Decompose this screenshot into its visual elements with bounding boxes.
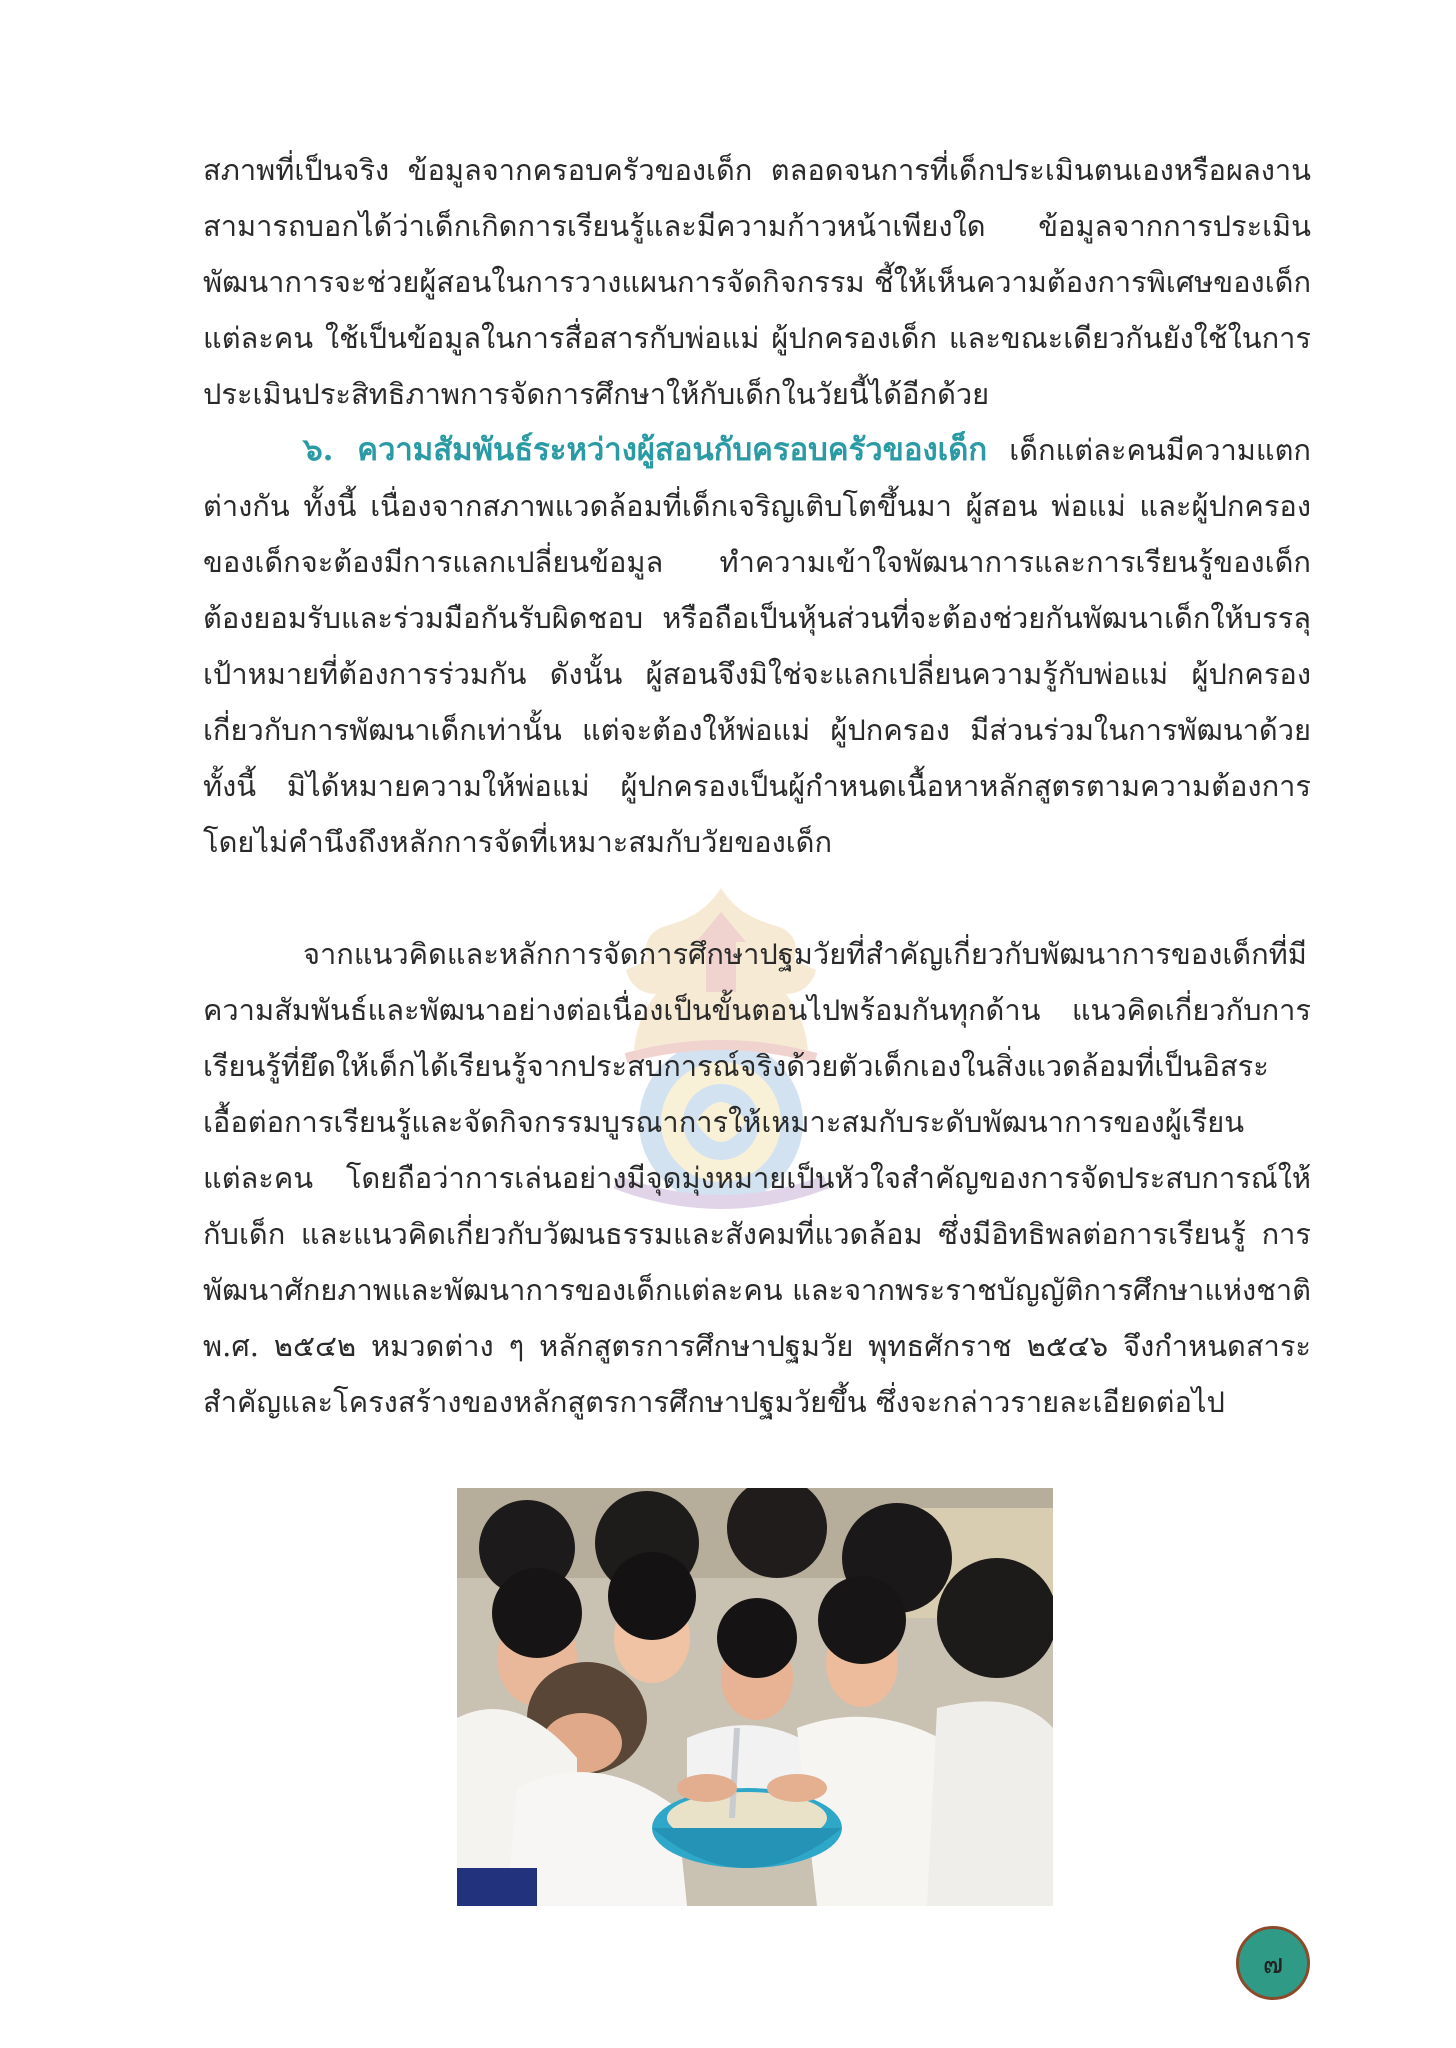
continuation-paragraph-block xyxy=(203,142,1311,422)
section-6-paragraph xyxy=(203,422,1311,870)
page-number-badge xyxy=(1236,1926,1310,2000)
conclusion-block xyxy=(203,926,1311,1430)
page-number: ๗ xyxy=(1262,1948,1284,1980)
conclusion-paragraph: จากแนวคิดและหลักการจัดการศึกษาปฐมวัยที่สำคัญเกี่ยวกับพัฒนาการของเด็กที่มีความสัมพันธ์และพัฒนาอย่างต่อเนื่องเป็นขั้นตอนไปพร้อมกันทุกด้าน แนวคิดเกี่ยวกับการเรียนรู้ที่ยึดให้เด็กได้เรียนรู้จากประสบการณ์จริงด้วยตัวเด็กเองในสิ่งแวดล้อมที่เป็นอิสระเอื้อต่อการเรียนรู้และจัดกิจกรรมบูรณาการให้เหมาะสมกับระดับพัฒนาการของผู้เรียนแต่ละคน โดยถือว่าการเล่นอย่างมีจุดมุ่งหมายเป็นหัวใจสำคัญของการจัดประสบการณ์ให้กับเด็ก และแนวคิดเกี่ยวกับวัฒนธรรมและสังคมที่แวดล้อม ซึ่งมีอิทธิพลต่อการเรียนรู้ การพัฒนาศักยภาพและพัฒนาการของเด็กแต่ละคน และจากพระราชบัญญัติการศึกษาแห่งชาติ พ.ศ. ๒๕๔๒ หมวดต่าง ๆ หลักสูตรการศึกษาปฐมวัย พุทธศักราช ๒๕๔๖ จึงกำหนดสาระสำคัญและโครงสร้างของหลักสูตรการศึกษาปฐมวัยขึ้น ซึ่งจะกล่าวรายละเอียดต่อไป xyxy=(203,937,1311,1419)
continuation-paragraph: สภาพที่เป็นจริง ข้อมูลจากครอบครัวของเด็ก ตลอดจนการที่เด็กประเมินตนเองหรือผลงาน สามารถบอกได้ว่าเด็กเกิดการเรียนรู้และมีความก้าวหน้าเพียงใด ข้อมูลจากการประเมินพัฒนาการจะช่วยผู้สอนในการวางแผนการจัดกิจกรรม ชี้ให้เห็นความต้องการพิเศษของเด็กแต่ละคน ใช้เป็นข้อมูลในการสื่อสารกับพ่อแม่ ผู้ปกครองเด็ก และขณะเดียวกันยังใช้ในการประเมินประสิทธิภาพการจัดการศึกษาให้กับเด็กในวัยนี้ได้อีกด้วย xyxy=(203,153,1311,411)
children-cooking-photo xyxy=(457,1488,1053,1906)
section-6-heading: ๖. ความสัมพันธ์ระหว่างผู้สอนกับครอบครัวของเด็ก xyxy=(303,432,988,468)
section-6-block xyxy=(203,422,1311,870)
section-6-body: เด็กแต่ละคนมีความแตกต่างกัน ทั้งนี้ เนื่องจากสภาพแวดล้อมที่เด็กเจริญเติบโตขึ้นมา ผู้สอน พ่อแม่ และผู้ปกครองของเด็กจะต้องมีการแลกเปลี่ยนข้อมูล ทำความเข้าใจพัฒนาการและการเรียนรู้ของเด็ก ต้องยอมรับและร่วมมือกันรับผิดชอบ หรือถือเป็นหุ้นส่วนที่จะต้องช่วยกันพัฒนาเด็กให้บรรลุเป้าหมายที่ต้องการร่วมกัน ดังนั้น ผู้สอนจึงมิใช่จะแลกเปลี่ยนความรู้กับพ่อแม่ ผู้ปกครองเกี่ยวกับการพัฒนาเด็กเท่านั้น แต่จะต้องให้พ่อแม่ ผู้ปกครอง มีส่วนร่วมในการพัฒนาด้วย ทั้งนี้ มิได้หมายความให้พ่อแม่ ผู้ปกครองเป็นผู้กำหนดเนื้อหาหลักสูตรตามความต้องการ โดยไม่คำนึงถึงหลักการจัดที่เหมาะสมกับวัยของเด็ก xyxy=(203,433,1311,859)
